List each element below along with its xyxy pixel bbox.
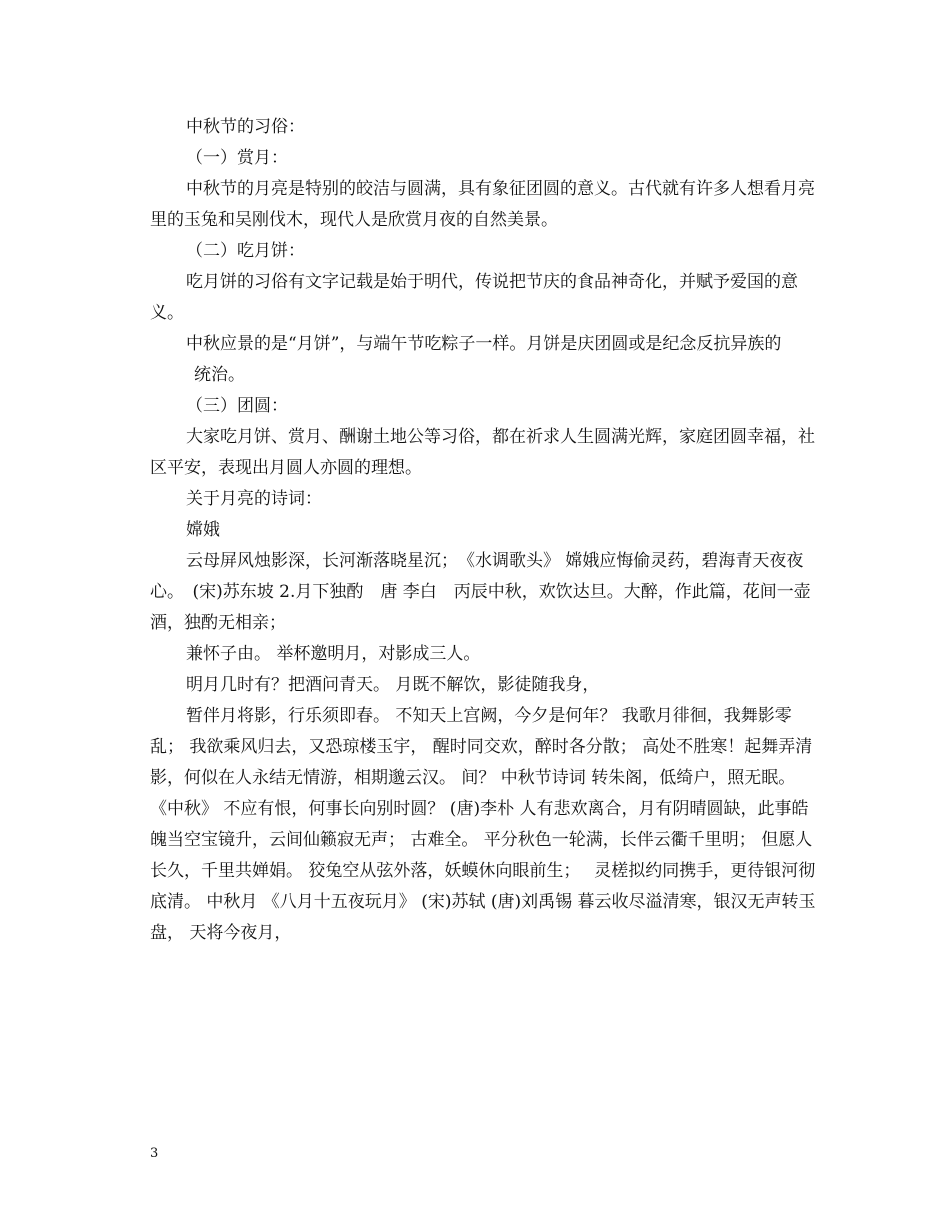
poem-text-block-2: 暂伴月将影，行乐须即春。 不知天上宫阙，今夕是何年？ 我歌月徘徊，我舞影零乱； 我欲乘风归去，又恐琼楼玉宇， 醒时同交欢，醉时各分散； 高处不胜寒！起舞弄清影，何似在人永结无情游，相期邈云汉。 间？ 中秋节诗词 转朱阁，低绮户，照无眠。 《中秋》 不应有恨，何事长向别时圆？ (唐)李朴 人有悲欢离合，月有阴晴圆缺，此事皓魄当空宝镜升，云间仙籁寂无声； 古难全。 平分秋色一轮满，长伴云衢千里明； 但愿人长久，千里共婵娟。 狡兔空从弦外落，妖蟆休向眼前生； 灵槎拟约同携手，更待银河彻底清。 中秋月 《八月十五夜玩月》 (宋)苏轼 (唐)刘禹锡 暮云收尽溢清寒，银汉无声转玉盘， 天将今夜月，	[150, 706, 816, 943]
poem-text-line-1: 兼怀子由。 举杯邀明月，对影成三人。	[186, 644, 481, 664]
heading-moon-poems: 关于月亮的诗词：	[186, 489, 322, 509]
section-heading-moon-viewing: （一）赏月：	[186, 148, 288, 168]
poem-title: 嫦娥	[186, 520, 220, 540]
paragraph-continuation: 统治。	[194, 365, 245, 385]
poem-text-block-1: 云母屏风烛影深，长河渐落晓星沉； 《水调歌头》 嫦娥应悔偷灵药，碧海青天夜夜心。 (宋)苏东坡 2.月下独酌 唐 李白 丙辰中秋，欢饮达旦。大醉，作此篇，花间一壶酒，独酌无相亲；	[150, 551, 811, 633]
section-heading-reunion: （三）团圆：	[186, 396, 288, 416]
paragraph-moon-viewing: 中秋节的月亮是特别的皎洁与圆满，具有象征团圆的意义。古代就有许多人想看月亮里的玉兔和吴刚伐木，现代人是欣赏月夜的自然美景。	[150, 179, 815, 230]
section-heading-mooncakes: （二）吃月饼：	[186, 241, 305, 261]
heading-festival-customs: 中秋节的习俗：	[186, 117, 305, 137]
paragraph-mooncake-history: 吃月饼的习俗有文字记载是始于明代，传说把节庆的食品神奇化，并赋予爱国的意义。	[150, 272, 798, 323]
page-number: 3	[150, 1146, 159, 1161]
paragraph-reunion: 大家吃月饼、赏月、酬谢土地公等习俗，都在祈求人生圆满光辉，家庭团圆幸福，社区平安，表现出月圆人亦圆的理想。	[150, 427, 815, 478]
paragraph-mooncake-meaning: 中秋应景的是“月饼”，与端午节吃粽子一样。月饼是庆团圆或是纪念反抗异族的	[186, 334, 782, 354]
poem-text-line-2: 明月几时有？把酒问青天。 月既不解饮，影徒随我身，	[186, 675, 600, 695]
document-body	[150, 112, 820, 949]
